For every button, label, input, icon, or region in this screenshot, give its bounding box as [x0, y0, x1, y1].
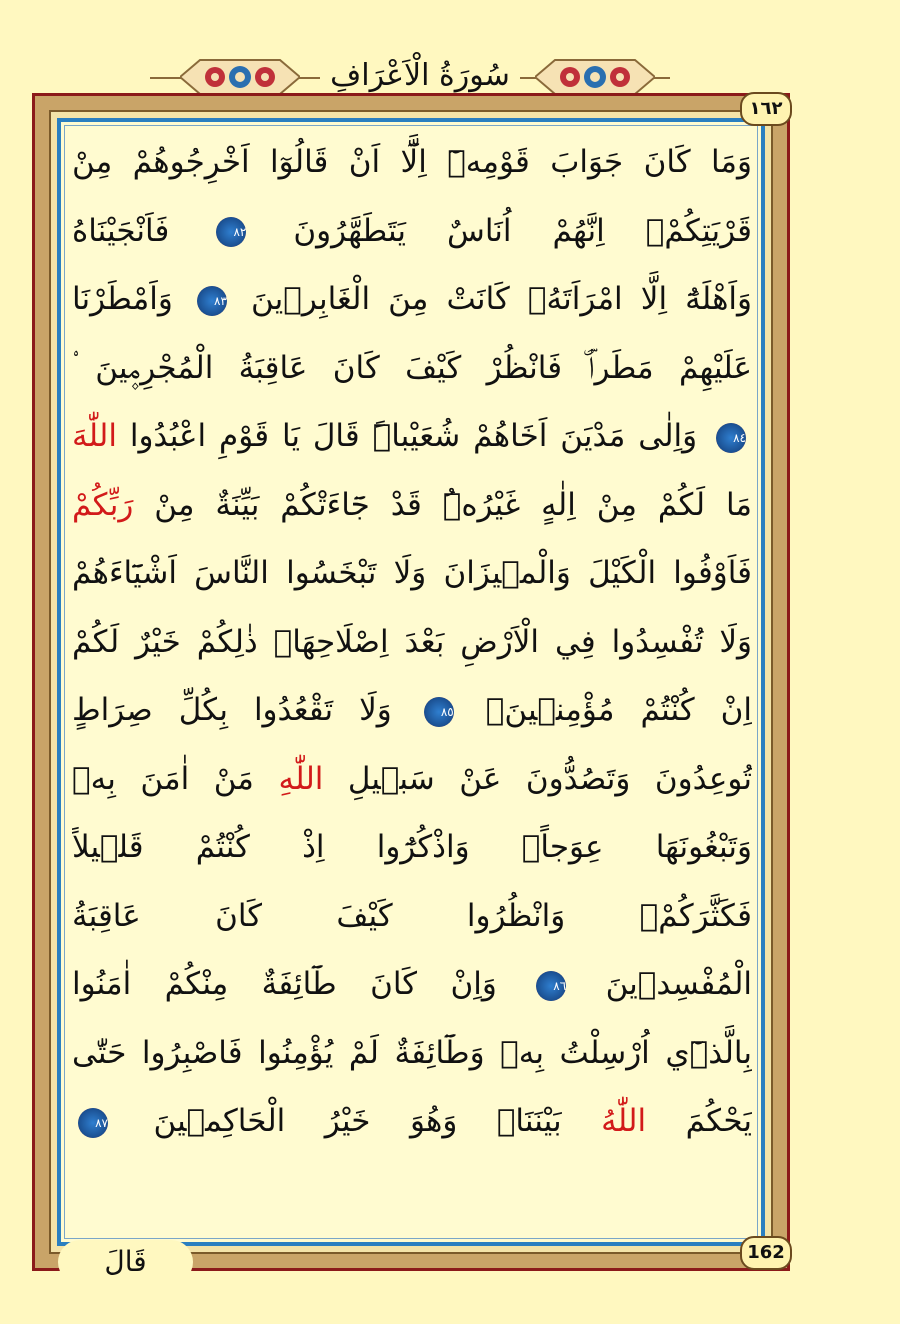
- text-line: [72, 265, 752, 334]
- sura-title: سُورَةُ الْاَعْرَافِ: [320, 54, 520, 98]
- text-line: [72, 539, 752, 608]
- verse-text: مَا لَكُمْ مِنْ اِلٰهٍ غَيْرُهُۜ قَدْ جَٓاءَتْكُمْ بَيِّنَةٌ مِنْ: [133, 486, 752, 523]
- ayah-marker-icon: ٨٥: [424, 697, 454, 727]
- ayah-marker-icon: ٨٧: [78, 1108, 108, 1138]
- text-line: [72, 197, 752, 266]
- verse-text: وَاَمْطَرْنَا: [72, 281, 173, 317]
- verse-text: وَاِلٰى مَدْيَنَ اَخَاهُمْ شُعَيْباًۜ قَالَ يَا قَوْمِ اعْبُدُوا: [116, 418, 698, 454]
- text-line: [72, 1087, 752, 1156]
- page-number-bottom: 162: [740, 1236, 792, 1270]
- verse-text: الْمُفْسِد۪ينَ: [605, 966, 752, 1002]
- text-line: [72, 334, 752, 403]
- ayah-marker-icon: ٨٤: [716, 423, 746, 453]
- verse-text: فَاَنْجَيْنَاهُ: [72, 212, 170, 249]
- verse-text: وَتَبْغُونَهَا عِوَجاًۚ وَاذْكُرُٓوا اِذْ كُنْتُمْ قَل۪يلاً: [72, 829, 752, 865]
- text-line: [72, 882, 752, 951]
- verse-text: بِالَّذ۪ٓي اُرْسِلْتُ بِه۪ وَطَٓائِفَةٌ لَمْ يُؤْمِنُوا فَاصْبِرُوا حَتّٰى: [72, 1034, 752, 1071]
- verse-text: وَاَهْلَهُٓ اِلَّا امْرَاَتَهُۘ كَانَتْ مِنَ الْغَابِر۪ينَ: [251, 281, 752, 317]
- text-line: [72, 676, 752, 745]
- ayah-marker-icon: ٨٢: [216, 217, 246, 247]
- ayah-marker-icon: ٨٦: [536, 971, 566, 1001]
- text-line: [72, 471, 752, 540]
- divine-name: اللّٰهَ: [72, 418, 117, 454]
- quran-text: [72, 128, 752, 1233]
- verse-text: وَلَا تَقْعُدُوا بِكُلِّ صِرَاطٍ: [72, 692, 392, 728]
- verse-text: مَنْ اٰمَنَ بِه۪: [72, 760, 254, 797]
- ornament-right-icon: [535, 56, 655, 98]
- verse-text: وَاِنْ كَانَ طَٓائِفَةٌ مِنْكُمْ اٰمَنُوا: [72, 966, 497, 1002]
- text-line: [72, 813, 752, 882]
- verse-text: يَحْكُمَ: [646, 1103, 752, 1139]
- divine-name: اللّٰهِ: [278, 760, 324, 797]
- verse-text: وَلَا تُفْسِدُوا فِي الْاَرْضِ بَعْدَ اِصْلَاحِهَاۜ ذٰلِكُمْ خَيْرٌ لَكُمْ: [72, 623, 752, 660]
- text-line: [72, 950, 752, 1019]
- text-line: [72, 1019, 752, 1088]
- text-line: [72, 128, 752, 197]
- catchword: قَالَ: [58, 1240, 193, 1284]
- text-line: [72, 402, 752, 471]
- verse-text: فَاَوْفُوا الْكَيْلَ وَالْم۪يزَانَ وَلَا تَبْخَسُوا النَّاسَ اَشْيَٓاءَهُمْ: [72, 555, 752, 591]
- verse-text: عَلَيْهِمْ مَطَراًۜ فَانْظُرْ كَيْفَ كَانَ عَاقِبَةُ الْمُجْرِم۪ينَ ۟: [72, 349, 752, 386]
- verse-text: اِنْ كُنْتُمْ مُؤْمِن۪ينَۚ: [485, 692, 752, 728]
- text-line: [72, 608, 752, 677]
- verse-text: فَكَثَّرَكُمْۖ وَانْظُرُوا كَيْفَ كَانَ عَاقِبَةُ: [72, 897, 752, 934]
- verse-text: وَمَا كَانَ جَوَابَ قَوْمِه۪ٓ اِلَّٓا اَنْ قَالُوٓا اَخْرِجُوهُمْ مِنْ: [72, 144, 752, 180]
- verse-text: بَيْنَنَاۚ وَهُوَ خَيْرُ الْحَاكِم۪ينَ: [153, 1103, 562, 1139]
- text-line: [72, 745, 752, 814]
- verse-text: قَرْيَتِكُمْۚ اِنَّهُمْ اُنَاسٌ يَتَطَهَّرُونَ: [293, 212, 752, 249]
- divine-name: اللّٰهُ: [601, 1103, 647, 1139]
- ornament-left-icon: [180, 56, 300, 98]
- page-number-top: ١٦٢: [740, 92, 792, 126]
- divine-name: رَبِّكُمْ: [72, 486, 134, 523]
- ayah-marker-icon: ٨٣: [197, 286, 227, 316]
- verse-text: تُوعِدُونَ وَتَصُدُّونَ عَنْ سَب۪يلِ: [323, 760, 752, 797]
